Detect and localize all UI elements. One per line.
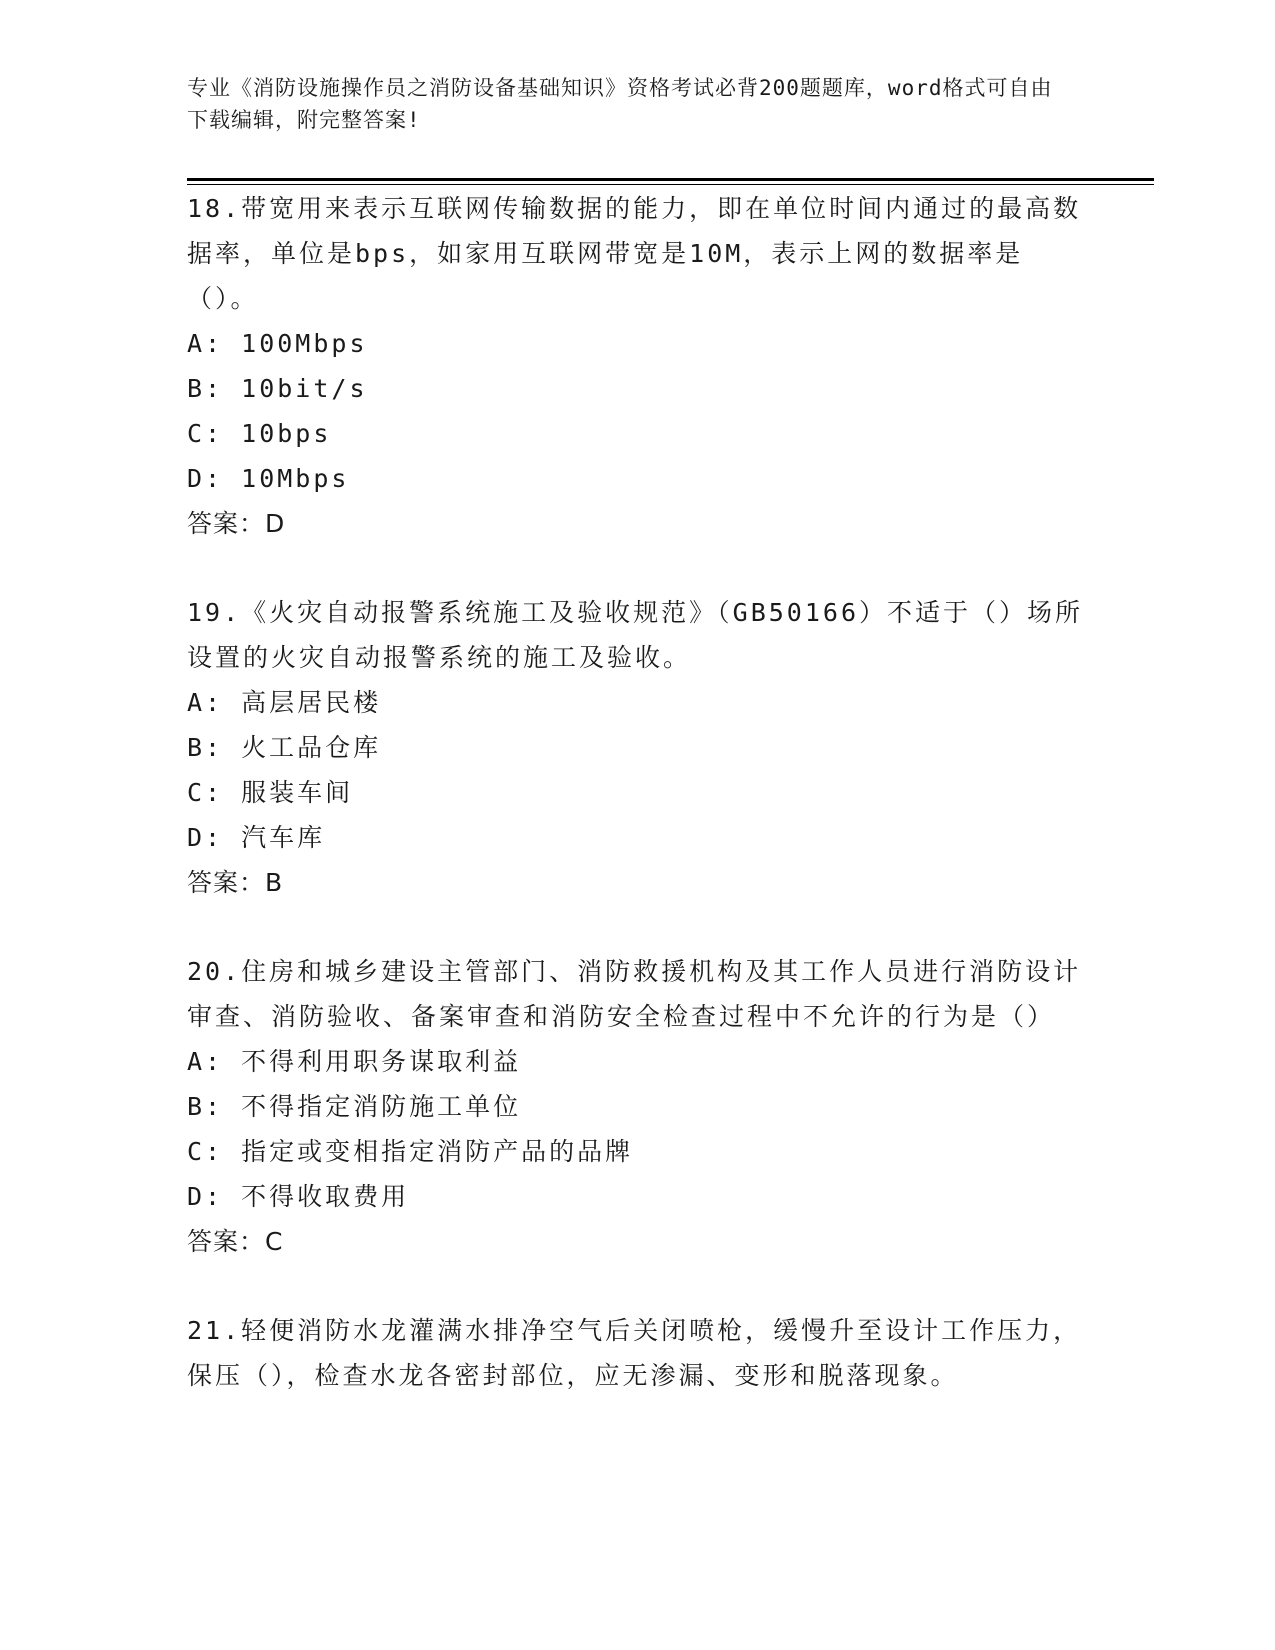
option-a: A: 100Mbps (187, 329, 368, 358)
header-divider-thin (187, 184, 1154, 185)
document-header: 专业《消防设施操作员之消防设备基础知识》资格考试必背200题题库，word格式可自由下载编辑，附完整答案! (187, 76, 1053, 132)
answer-label: 答案：D (187, 509, 286, 538)
question-text: 18.带宽用来表示互联网传输数据的能力，即在单位时间内通过的最高数据率，单位是bps，如家用互联网带宽是10M，表示上网的数据率是（）。 (187, 194, 1082, 313)
question-text: 19.《火灾自动报警系统施工及验收规范》（GB50166）不适于（）场所设置的火灾自动报警系统的施工及验收。 (187, 598, 1084, 672)
option-c: C: 服装车间 (187, 778, 354, 807)
option-b: B: 不得指定消防施工单位 (187, 1092, 522, 1121)
question-19 (187, 590, 1087, 905)
option-b: B: 10bit/s (187, 374, 368, 403)
question-text: 20.住房和城乡建设主管部门、消防救援机构及其工作人员进行消防设计审查、消防验收、备案审查和消防安全检查过程中不允许的行为是（） (187, 957, 1082, 1031)
option-b: B: 火工品仓库 (187, 733, 382, 762)
option-d: D: 10Mbps (187, 464, 350, 493)
answer-label: 答案：B (187, 868, 284, 897)
question-18 (187, 186, 1087, 546)
option-a: A: 不得利用职务谋取利益 (187, 1047, 522, 1076)
option-d: D: 不得收取费用 (187, 1182, 410, 1211)
question-text: 21.轻便消防水龙灌满水排净空气后关闭喷枪，缓慢升至设计工作压力，保压（），检查水龙各密封部位，应无渗漏、变形和脱落现象。 (187, 1316, 1082, 1390)
option-d: D: 汽车库 (187, 823, 326, 852)
option-a: A: 高层居民楼 (187, 688, 382, 717)
answer-label: 答案：C (187, 1227, 284, 1256)
question-21 (187, 1308, 1087, 1398)
question-list (187, 186, 1087, 1442)
option-c: C: 指定或变相指定消防产品的品牌 (187, 1137, 634, 1166)
option-c: C: 10bps (187, 419, 332, 448)
header-divider-thick (187, 178, 1154, 181)
question-20 (187, 949, 1087, 1264)
